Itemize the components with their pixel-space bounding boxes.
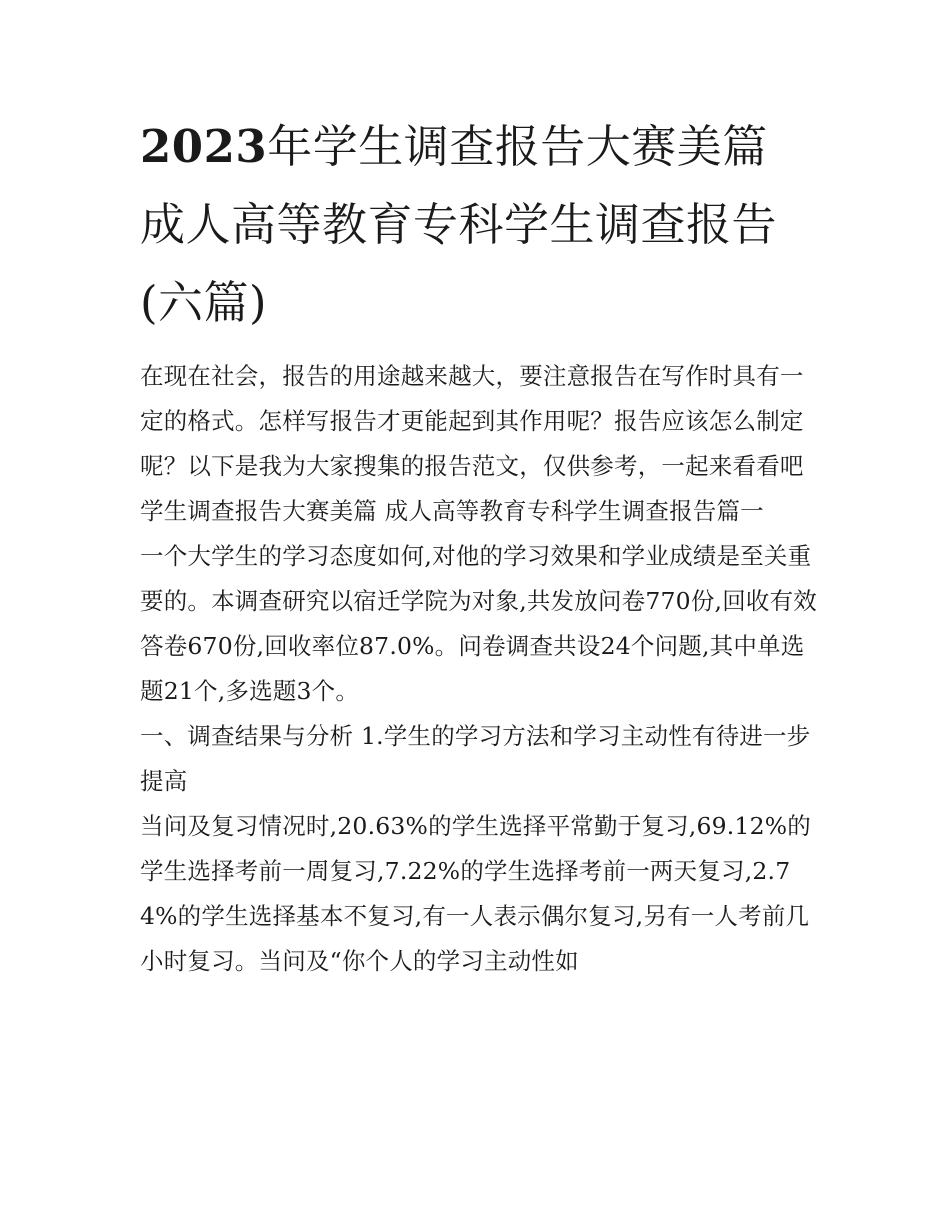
body-paragraph: 当问及复习情况时,20.63%的学生选择平常勤于复习,69.12%的学生选择考前一周复习,7.22%的学生选择考前一两天复习,2.74%的学生选择基本不复习,有一人表示偶尔复习,另有一人考前几小时复习。当问及“你个人的学习主动性如 [140,812,811,975]
section-heading: 学生调查报告大赛美篇 成人高等教育专科学生调查报告篇一 [140,497,764,525]
body-paragraph: 一个大学生的学习态度如何,对他的学习效果和学业成绩是至关重要的。本调查研究以宿迁学院为对象,共发放问卷770份,回收有效答卷670份,回收率位87.0%。问卷调查共设24个问题,其中单选题21个,多选题3个。 [140,542,817,705]
document-page [140,108,820,984]
intro-paragraph: 在现在社会，报告的用途越来越大，要注意报告在写作时具有一定的格式。怎样写报告才更能起到其作用呢？报告应该怎么制定呢？以下是我为大家搜集的报告范文，仅供参考，一起来看看吧 [140,362,804,480]
title-year: 2023 [140,120,268,173]
subsection-heading: 一、调查结果与分析 1.学生的学习方法和学习主动性有待进一步提高 [140,722,811,795]
title-text: 年学生调查报告大赛美篇 成人高等教育专科学生调查报告(六篇) [140,120,778,329]
document-title [140,108,820,342]
document-body [140,354,820,984]
